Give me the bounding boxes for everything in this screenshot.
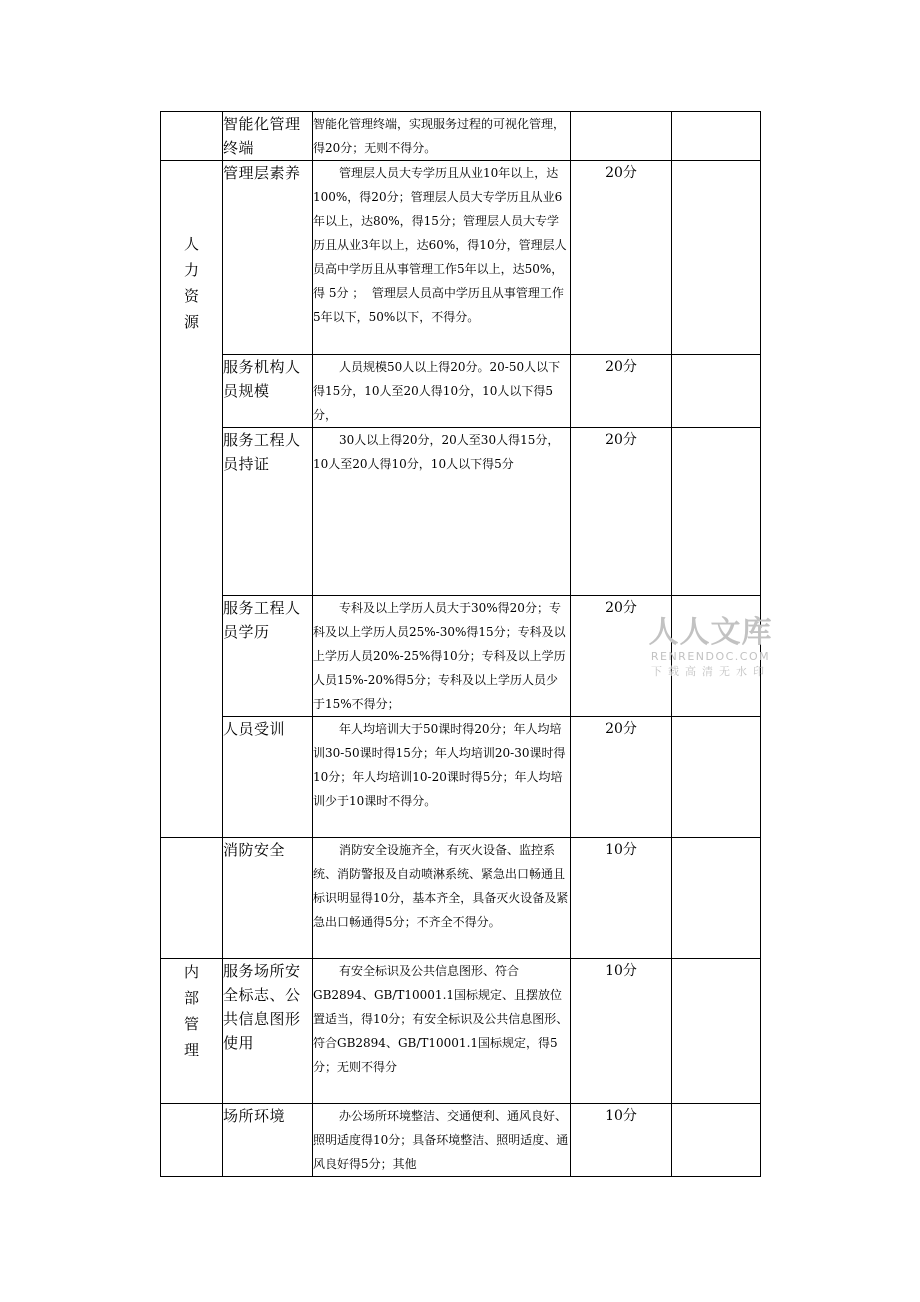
table-row: [161, 161, 761, 355]
score-cell: [571, 112, 672, 161]
criteria-cell: 年人均培训大于50课时得20分；年人均培训30-50课时得15分；年人均培训20-30课时得10分；年人均培训10-20课时得5分；年人均培训少于10课时不得分。: [313, 717, 571, 838]
remark-cell: [672, 161, 761, 355]
watermark-domain: RENRENDOC.COM: [650, 650, 771, 663]
criteria-cell: 有安全标识及公共信息图形、符合GB2894、GB/T10001.1国标规定、且摆放位置适当，得10分；有安全标识及公共信息图形、符合GB2894、GB/T10001.1国标规定，得5分；无则不得分: [313, 959, 571, 1104]
table-row: [161, 355, 761, 428]
watermark-title: 人人文库: [648, 615, 773, 650]
table-row: [161, 112, 761, 161]
category-cell: [161, 959, 223, 1104]
remark-cell: [672, 355, 761, 428]
score-cell: 10分: [571, 959, 672, 1104]
table-row: [161, 959, 761, 1104]
item-cell: 服务工程人员学历: [223, 596, 313, 717]
item-cell: 服务工程人员持证: [223, 428, 313, 596]
criteria-cell: 消防安全设施齐全，有灭火设备、监控系统、消防警报及自动喷淋系统、紧急出口畅通且标识明显得10分，基本齐全，具备灭火设备及紧急出口畅通得5分；不齐全不得分。: [313, 838, 571, 959]
table-row: [161, 717, 761, 838]
criteria-cell: 专科及以上学历人员大于30%得20分；专科及以上学历人员25%-30%得15分；专科及以上学历人员20%-25%得10分；专科及以上学历人员15%-20%得5分；专科及以上学历人员少于15%不得分；: [313, 596, 571, 717]
item-cell: 服务机构人员规模: [223, 355, 313, 428]
criteria-cell: 30人以上得20分，20人至30人得15分，10人至20人得10分，10人以下得5分: [313, 428, 571, 596]
watermark-subtitle: 下载高清无水印: [651, 665, 770, 678]
category-cell: [161, 161, 223, 838]
criteria-cell: 人员规模50人以上得20分。20-50人以下得15分，10人至20人得10分，10人以下得5分，: [313, 355, 571, 428]
score-cell: 20分: [571, 161, 672, 355]
item-cell: 智能化管理终端: [223, 112, 313, 161]
category-label: 人力资源: [184, 235, 200, 331]
criteria-cell: 管理层人员大专学历且从业10年以上，达100%，得20分；管理层人员大专学历且从业6年以上，达80%，得15分；管理层人员大专学历且从业3年以上，达60%，得10分，管理层人员高中学历且从事管理工作5年以上，达50%，得 5分 ； 管理层人员高中学历且从事管理工作5年以下，50%以下，不得分。: [313, 161, 571, 355]
item-cell: 管理层素养: [223, 161, 313, 355]
remark-cell: [672, 717, 761, 838]
remark-cell: [672, 838, 761, 959]
watermark: [648, 616, 773, 680]
score-cell: 10分: [571, 1104, 672, 1177]
table-row: [161, 838, 761, 959]
remark-cell: [672, 959, 761, 1104]
item-cell: 场所环境: [223, 1104, 313, 1177]
category-label: 内部管理: [184, 963, 200, 1059]
score-cell: 20分: [571, 596, 672, 717]
category-cell: [161, 1104, 223, 1177]
table-row: [161, 1104, 761, 1177]
score-cell: 20分: [571, 355, 672, 428]
item-cell: 服务场所安全标志、公共信息图形使用: [223, 959, 313, 1104]
item-cell: 消防安全: [223, 838, 313, 959]
criteria-cell: 智能化管理终端，实现服务过程的可视化管理，得20分；无则不得分。: [313, 112, 571, 161]
item-cell: 人员受训: [223, 717, 313, 838]
score-cell: 10分: [571, 838, 672, 959]
criteria-cell: 办公场所环境整洁、交通便利、通风良好、照明适度得10分；具备环境整洁、照明适度、通风良好得5分；其他: [313, 1104, 571, 1177]
table-row: [161, 428, 761, 596]
category-cell: [161, 838, 223, 959]
score-cell: 20分: [571, 428, 672, 596]
remark-cell: [672, 428, 761, 596]
remark-cell: [672, 1104, 761, 1177]
category-cell: [161, 112, 223, 161]
remark-cell: [672, 112, 761, 161]
score-cell: 20分: [571, 717, 672, 838]
